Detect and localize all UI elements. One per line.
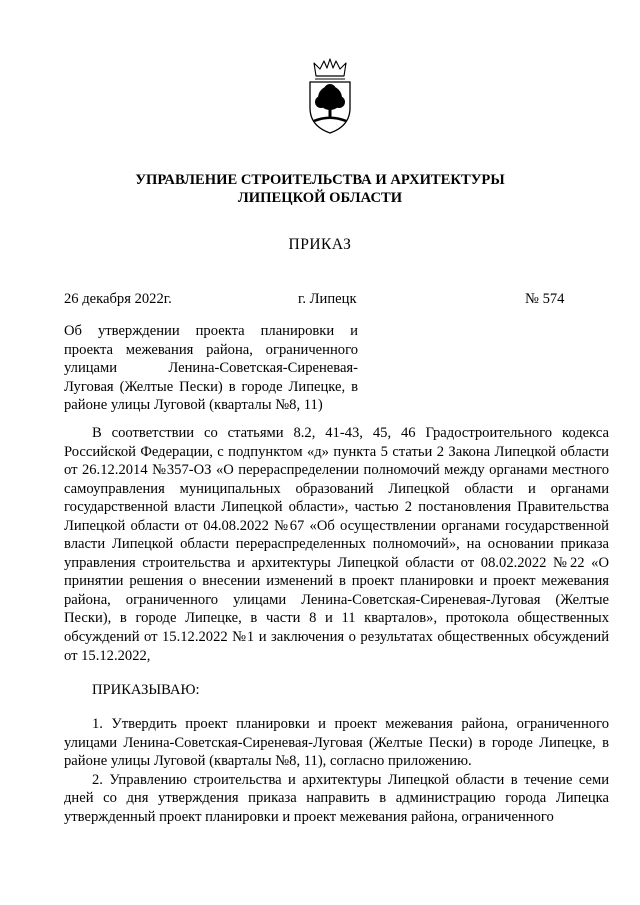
document-subject: Об утверждении проекта планировки и проекта межевания района, ограниченного улицами Ленина-Советская-Сиреневая-Луговая (Желтые Пески) в городе Липецке, в районе улицы Луговой (кварталы №8, 11) bbox=[64, 323, 358, 414]
preamble-paragraph: В соответствии со статьями 8.2, 41-43, 45, 46 Градостроительного кодекса Российской Федерации, с подпунктом «д» пункта 5 статьи 2 Закона Липецкой области от 26.12.2014 №357-ОЗ «О перераспределении полномочий между органами местного самоуправления муниципальных образований Липецкой области и органами государственной власти Липецкой области», частью 2 постановления Правительства Липецкой области от 04.08.2022 №67 «Об осуществлении органами государственной власти Липецкой области перераспределенных полномочий», на основании приказа управления строительства и архитектуры Липецкой области от 08.02.2022 №22 «О принятии решения о внесении изменений в проект планировки и проект межевания района, ограниченного улицами Ленина-Советская-Сиреневая-Луговая (Желтые Пески), в городе Липецке, в части 8 и 11 кварталов», протокола общественных обсуждений от 15.12.2022 №1 и заключения о результатах общественных обсуждений от 15.12.2022, bbox=[64, 425, 609, 664]
document-type: ПРИКАЗ bbox=[288, 236, 352, 253]
decree-item-2: 2. Управлению строительства и архитектуры Липецкой области в течение семи дней со дня утверждения приказа направить в администрацию города Липецка утвержденный проект планировки и проект межевания района, ограниченного bbox=[64, 771, 609, 825]
organization-name bbox=[0, 171, 640, 207]
document-preamble bbox=[64, 424, 609, 665]
org-line-1: УПРАВЛЕНИЕ СТРОИТЕЛЬСТВА И АРХИТЕКТУРЫ bbox=[135, 172, 505, 188]
decree-word: ПРИКАЗЫВАЮ: bbox=[92, 682, 200, 698]
decree-item-1: 1. Утвердить проект планировки и проект межевания района, ограниченного улицами Ленина-Советская-Сиреневая-Луговая (Желтые Пески) в городе Липецке, в районе улицы Луговой (кварталы №8, 11), согласно приложению. bbox=[64, 716, 609, 770]
lipetsk-coat-of-arms-icon bbox=[300, 56, 360, 136]
decree-items bbox=[64, 715, 609, 826]
org-line-2: ЛИПЕЦКОЙ ОБЛАСТИ bbox=[237, 190, 403, 206]
document-city: г. Липецк bbox=[298, 291, 357, 307]
document-number: № 574 bbox=[525, 291, 565, 307]
document-date: 26 декабря 2022г. bbox=[64, 291, 172, 307]
